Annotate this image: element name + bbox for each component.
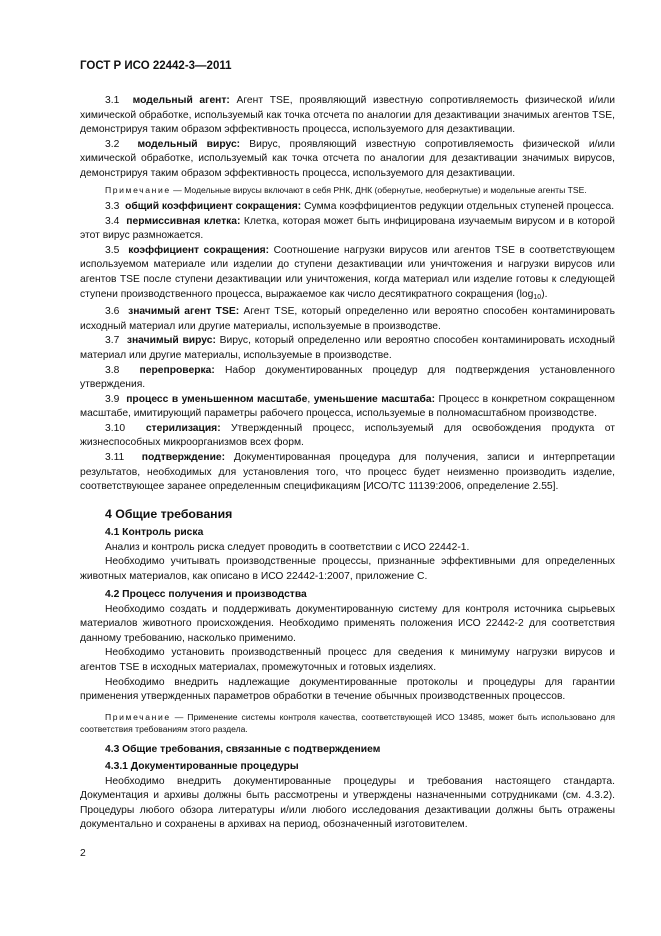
paragraph: Необходимо учитывать производственные процессы, признанные эффективными для определенных животных материалов, как описано в ИСО 22442-1:2007, приложение С. — [80, 556, 615, 583]
definition-3-9: 3.9 процесс в уменьшенном масштабе, уменьшение масштаба: Процесс в конкретном сокращенном масштабе, имитирующий параметры рабочего процесса, используемые в полномасштабном производстве. — [80, 393, 615, 420]
paragraph: Необходимо установить производственный процесс для сведения к минимуму нагрузки вирусов и агентов TSE в исходных материалах, промежуточных и готовых изделиях. — [80, 647, 615, 673]
definition-3-3: 3.3 общий коэффициент сокращения: Сумма коэффициентов редукции отдельных ступеней процесса. — [105, 200, 615, 212]
term: процесс в уменьшенном масштабе — [126, 393, 308, 405]
section-4-3-heading: 4.3 Общие требования, связанные с подтверждением — [105, 743, 381, 755]
note-1: Примечание — Модельные вирусы включают в себя РНК, ДНК (обернутые, необернутые) и модельные агенты TSE. — [105, 184, 587, 195]
definition-3-8: 3.8 перепроверка: Набор документированных процедур для подтверждения установленного утверждения. — [80, 364, 615, 391]
page-number: 2 — [80, 848, 86, 859]
section-4-1-heading: 4.1 Контроль риска — [105, 526, 204, 538]
note-2: Примечание — Применение системы контроля качества, соответствующей ИСО 13485, может быть использовано для соответствия требованиям этого раздела. — [80, 711, 615, 735]
document-header: ГОСТ Р ИСО 22442-3—2011 — [80, 60, 232, 72]
document-page — [80, 60, 615, 833]
definition-3-2: 3.2 модельный вирус: Вирус, проявляющий известную сопротивляемость физической и/или химической обработке, используемый как точка отсчета по аналогии для дезактивации значимых вирусов, демонстрируя таким образом эффективность процесса, используемого для дезактивации. — [80, 138, 615, 179]
term: пермиссивная клетка: — [126, 215, 241, 227]
paragraph: Необходимо внедрить документированные процедуры и требования настоящего стандарта. Документация и архивы должны быть рассмотрены и утверждены назначенными сотрудниками (см. 4.3.2). Процедуры любого обзора литературы и/или любого исследования дезактивации должны быть отражены документально и сохранены в архивах на период, обозначенный изготовителем. — [80, 775, 615, 831]
term: значимый вирус: — [126, 335, 216, 347]
section-4-heading: 4 Общие требования — [105, 506, 233, 521]
definition-3-7: 3.7 значимый вирус: Вирус, который определенно или вероятно способен контаминировать исходный материал или другие материалы, используемые в производстве. — [80, 335, 615, 361]
definition-3-1: 3.1 модельный агент: Агент TSE, проявляющий известную сопротивляемость физической и/или химической обработке, используемый как точка отсчета по аналогии для дезактивации значимых агентов TSE, демонстрируя таким образом эффективность процесса, используемого для дезактивации. — [80, 95, 615, 136]
paragraph: Необходимо создать и поддерживать документированную систему для контроля источника сырьевых материалов животного происхождения. Необходимо применять положения ИСО 22442-2 для соответствия данному требованию, насколько применимо. — [80, 603, 615, 644]
term: перепроверка: — [139, 364, 215, 376]
paragraph: Необходимо внедрить надлежащие документированные протоколы и процедуры для гарантии применения утвержденных параметров обработки в течение обычных производственных процессов. — [80, 676, 615, 703]
definition-3-11: 3.11 подтверждение: Документированная процедура для получения, записи и интерпретации результатов, необходимых для установления того, что процесс будет неизменно производить изделие, соответствующее заранее определенным спецификациям [ИСО/ТС 11139:2006, определение 2.55]. — [80, 452, 615, 493]
term: модельный вирус: — [137, 138, 241, 150]
term: стерилизация: — [145, 422, 221, 434]
term: модельный агент: — [132, 95, 230, 106]
term: уменьшение масштаба: — [313, 393, 436, 405]
definition-3-6: 3.6 значимый агент TSE: Агент TSE, который определенно или вероятно способен контаминировать исходный материал или другие материалы, используемые в производстве. — [80, 306, 615, 332]
term: значимый агент TSE: — [128, 306, 240, 318]
section-4-3-1-heading: 4.3.1 Документированные процедуры — [105, 760, 299, 772]
definition-3-5: 3.5 коэффициент сокращения: Соотношение нагрузки вирусов или агентов TSE в соответствующем используемом материале или изделии до ступени дезактивации или уничтожения и нагрузки вирусов или агентов TSE после ступени дезактивации или уничтожения, когда материал или изделие готовы к следующей ступени производственного процесса, выражаемое как число десятикратного сокращения (log10). — [80, 244, 615, 301]
section-4-2-heading: 4.2 Процесс получения и производства — [105, 588, 307, 600]
term: общий коэффициент сокращения: — [125, 200, 302, 212]
definition-3-4: 3.4 пермиссивная клетка: Клетка, которая может быть инфицирована изучаемым вирусом и в которой этот вирус размножается. — [80, 215, 615, 242]
paragraph: Анализ и контроль риска следует проводить в соответствии с ИСО 22442-1. — [105, 541, 470, 553]
term: подтверждение: — [141, 452, 226, 464]
definition-3-10: 3.10 стерилизация: Утвержденный процесс, используемый для освобождения продукта от жизнеспособных микроорганизмов всех форм. — [80, 422, 615, 449]
log-subscript: 10 — [533, 293, 542, 301]
term: коэффициент сокращения: — [128, 244, 270, 256]
